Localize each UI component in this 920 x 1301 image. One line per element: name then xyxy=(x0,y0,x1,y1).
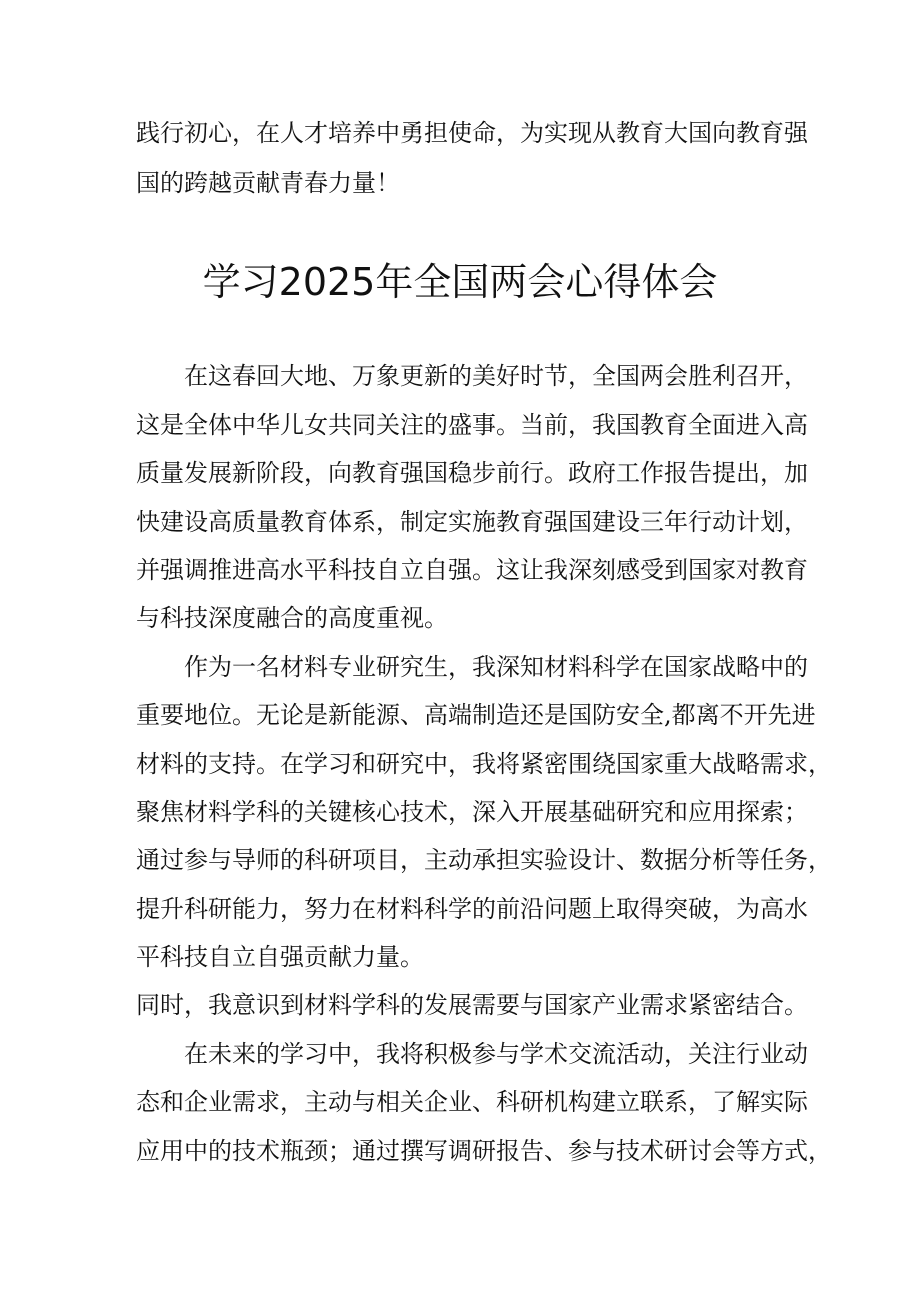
document-title: 学习2025年全国两会心得体会 xyxy=(202,260,718,304)
paragraph-1-line: 与科技深度融合的高度重视。 xyxy=(136,604,448,632)
paragraph-4-line: 态和企业需求，主动与相关企业、科研机构建立联系，了解实际 xyxy=(136,1088,808,1116)
paragraph-2-line: 作为一名材料专业研究生，我深知材料科学在国家战略中的 xyxy=(184,653,808,681)
paragraph-1-line: 并强调推进高水平科技自立自强。这让我深刻感受到国家对教育 xyxy=(136,556,808,584)
paragraph-1-line: 快建设高质量教育体系，制定实施教育强国建设三年行动计划， xyxy=(136,508,808,536)
paragraph-1-line: 这是全体中华儿女共同关注的盛事。当前，我国教育全面进入高 xyxy=(136,411,808,439)
intro-line: 践行初心，在人才培养中勇担使命，为实现从教育大国向教育强 xyxy=(136,119,808,147)
paragraph-2-line: 材料的支持。在学习和研究中，我将紧密围绕国家重大战略需求， xyxy=(136,750,832,778)
paragraph-2-line: 平科技自立自强贡献力量。 xyxy=(136,943,424,971)
paragraph-4-line: 在未来的学习中，我将积极参与学术交流活动，关注行业动 xyxy=(184,1040,808,1068)
paragraph-3-line: 同时，我意识到材料学科的发展需要与国家产业需求紧密结合。 xyxy=(136,991,808,1019)
paragraph-1-line: 质量发展新阶段，向教育强国稳步前行。政府工作报告提出，加 xyxy=(136,459,808,487)
paragraph-2-line: 提升科研能力，努力在材料科学的前沿问题上取得突破，为高水 xyxy=(136,895,808,923)
paragraph-2-line: 通过参与导师的科研项目，主动承担实验设计、数据分析等任务， xyxy=(136,846,832,874)
paragraph-4-line: 应用中的技术瓶颈；通过撰写调研报告、参与技术研讨会等方式， xyxy=(136,1137,832,1165)
paragraph-2-line: 聚焦材料学科的关键核心技术，深入开展基础研究和应用探索； xyxy=(136,798,808,826)
paragraph-1-line: 在这春回大地、万象更新的美好时节，全国两会胜利召开， xyxy=(184,362,808,390)
intro-line: 国的跨越贡献青春力量！ xyxy=(136,169,400,197)
paragraph-2-line: 重要地位。无论是新能源、高端制造还是国防安全,都离不开先进 xyxy=(136,701,816,729)
